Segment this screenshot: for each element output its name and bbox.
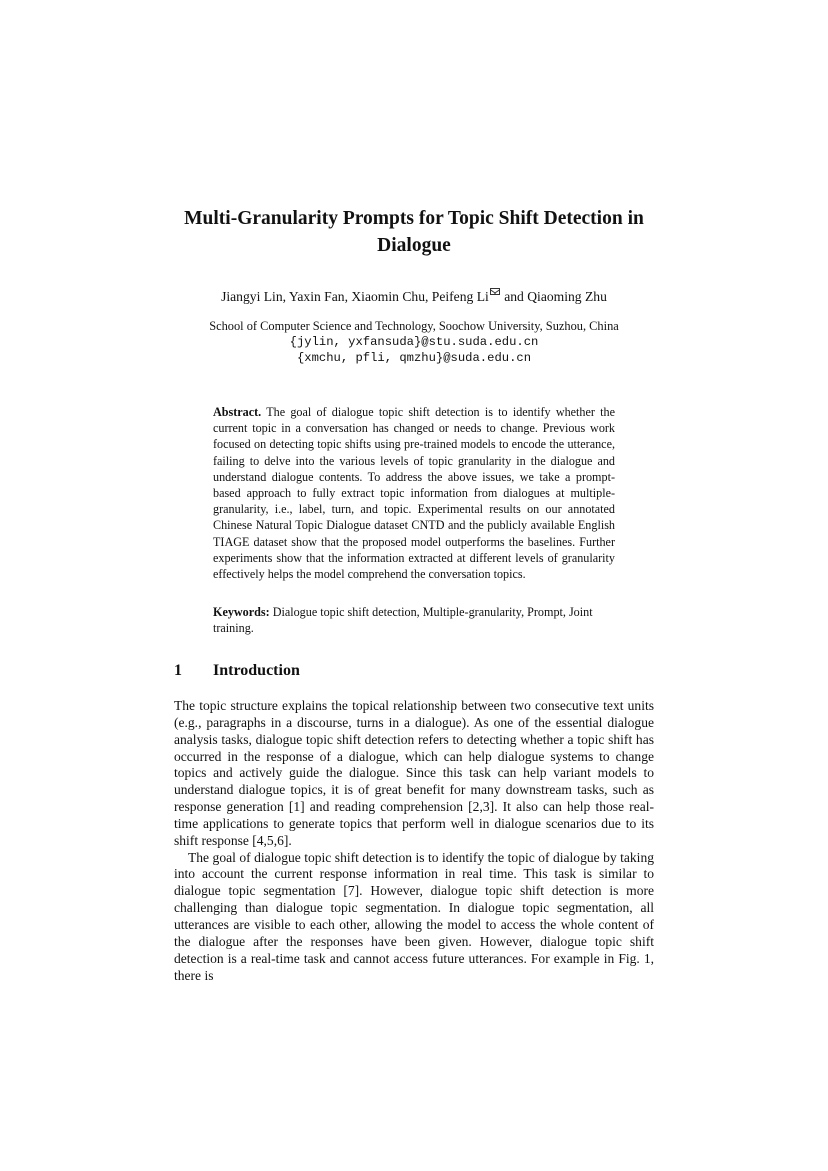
author-names: Jiangyi Lin, Yaxin Fan, Xiaomin Chu, Peifeng Li bbox=[221, 289, 489, 304]
paragraph-2: The goal of dialogue topic shift detection is to identify the topic of dialogue by taking into account the current response information in real time. This task is similar to dialogue topic segmentation [7]. However, dialogue topic shift detection is more challenging than dialogue topic segmentation. In dialogue topic segmentation, all utterances are visible to each other, allowing the model to access the whole content of the dialogue after the responses have been given. However, dialogue topic shift detection is a real-time task and cannot access future utterances. For example in Fig. 1, there is bbox=[174, 849, 654, 983]
introduction-body bbox=[174, 698, 654, 984]
author-list bbox=[150, 288, 678, 306]
keywords-label: Keywords: bbox=[213, 605, 270, 619]
section-number: 1 bbox=[174, 662, 182, 679]
section-title: Introduction bbox=[213, 662, 300, 679]
paragraph-1: The topic structure explains the topical relationship between two consecutive text units (e.g., paragraphs in a discourse, turns in a dialogue). As one of the essential dialogue analysis tasks, dialogue topic shift detection refers to detecting whether a topic shift has occurred in the response of a dialogue, which can help dialogue systems to change topics and actively guide the dialogue. Since this task can help variant models to understand dialogue topics, it is of great benefit for many downstream tasks, such as response generation [1] and reading comprehension [2,3]. It also can help those real-time applications to generate topics that perform well in dialogue scenarios due to its shift response [4,5,6]. bbox=[174, 698, 654, 848]
section-heading bbox=[174, 661, 654, 681]
paper-title: Multi-Granularity Prompts for Topic Shift Detection in Dialogue bbox=[184, 208, 644, 256]
affiliation-block bbox=[150, 318, 678, 366]
abstract-label: Abstract. bbox=[213, 405, 262, 419]
author-names-last: and Qiaoming Zhu bbox=[504, 289, 607, 304]
email-line-2: {xmchu, pfli, qmzhu}@suda.edu.cn bbox=[296, 351, 532, 365]
corresponding-author-envelope-icon bbox=[490, 288, 500, 295]
keywords-text: Dialogue topic shift detection, Multiple-granularity, Prompt, Joint training. bbox=[213, 605, 593, 636]
email-line-1: {jylin, yxfansuda}@stu.suda.edu.cn bbox=[289, 335, 539, 349]
abstract bbox=[213, 404, 615, 582]
abstract-text: The goal of dialogue topic shift detection is to identify whether the current topic in a conversation has changed or needs to change. Previous work focused on detecting topic shifts using pre-trained models to encode the utterance, failing to delve into the various levels of topic granularity in the dialogue and understand dialogue contents. To address the above issues, we take a prompt-based approach to fully extract topic information from dialogues at multiple-granularity, i.e., label, turn, and topic. Experimental results on our annotated Chinese Natural Topic Dialogue dataset CNTD and the publicly available English TIAGE dataset show that the proposed model outperforms the baselines. Further experiments show that the information extracted at different levels of granularity effectively helps the model comprehend the conversation topics. bbox=[213, 405, 615, 582]
keywords bbox=[213, 604, 615, 636]
affiliation-text: School of Computer Science and Technology, Soochow University, Suzhou, China bbox=[209, 319, 619, 333]
